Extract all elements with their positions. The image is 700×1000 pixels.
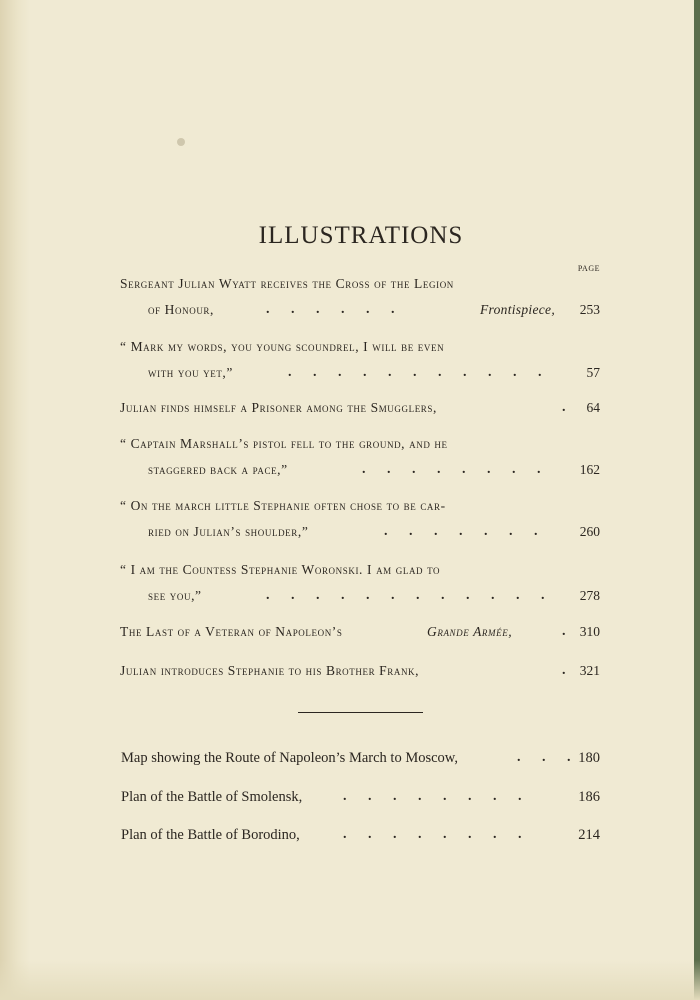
entry-7-line-1 <box>120 622 600 642</box>
dot-leader: . <box>562 624 575 639</box>
dot-leader: . . . . . . <box>266 302 404 317</box>
entry-2-line-1 <box>120 337 600 357</box>
map-entry-2 <box>121 787 600 807</box>
map-page-number: 186 <box>578 789 600 805</box>
entry-text: ried on Julian’s shoulder,” <box>148 524 309 539</box>
page-gutter-shadow <box>0 0 30 1000</box>
dot-leader: . . . . . . . . . . . <box>288 365 551 380</box>
entry-page-number: 253 <box>579 302 600 317</box>
page-title: ILLUSTRATIONS <box>258 222 464 249</box>
entry-page-number: 278 <box>579 588 600 603</box>
page-bottom-shadow <box>0 960 700 1000</box>
dot-leader: . . . <box>517 750 580 765</box>
entry-4-line-1 <box>120 434 600 454</box>
dot-leader: . . . . . . . <box>384 524 547 539</box>
entry-text: with you yet,” <box>148 365 233 380</box>
dot-leader: . . . . . . . . <box>343 827 531 842</box>
map-page-number: 214 <box>578 827 600 843</box>
entry-text: “ Captain Marshall’s pistol fell to the ground, and he <box>120 436 448 451</box>
entry-4-line-2 <box>148 460 600 480</box>
entry-5-line-1 <box>120 496 600 516</box>
entry-8-line-1 <box>120 661 600 681</box>
dot-leader: . <box>562 663 575 678</box>
entry-text: “ Mark my words, you young scoundrel, I will be even <box>120 339 445 354</box>
entry-text: staggered back a pace,” <box>148 462 288 477</box>
map-text: Plan of the Battle of Smolensk, <box>121 789 303 805</box>
dot-leader: . <box>562 400 575 415</box>
entry-text: see you,” <box>148 588 202 603</box>
entry-page-number: 321 <box>579 663 600 678</box>
dot-leader: . . . . . . . . <box>362 462 550 477</box>
section-divider <box>298 712 423 713</box>
entry-1-line-1 <box>120 274 600 294</box>
entry-page-number: 310 <box>579 624 600 639</box>
entry-5-line-2 <box>148 522 600 542</box>
entry-6-line-2 <box>148 586 600 606</box>
map-entry-3 <box>121 825 600 845</box>
entry-text: “ On the march little Stephanie often chose to be car- <box>120 498 446 513</box>
entry-text: Sergeant Julian Wyatt receives the Cross of the Legion <box>120 276 454 291</box>
entry-page-number: 64 <box>586 400 600 415</box>
entry-text: Julian introduces Stephanie to his Brother Frank, <box>120 663 420 678</box>
map-text: Plan of the Battle of Borodino, <box>121 827 300 843</box>
entry-text: Julian finds himself a Prisoner among the Smugglers, <box>120 400 437 415</box>
entry-3-line-1 <box>120 398 600 418</box>
map-entry-1 <box>121 748 600 768</box>
entry-2-line-2 <box>148 363 600 383</box>
page-column-label: PAGE <box>577 264 600 273</box>
entry-6-line-1 <box>120 560 600 580</box>
entry-text: of Honour, <box>148 302 215 317</box>
entry-text: “ I am the Countess Stephanie Woronski. I am glad to <box>120 562 441 577</box>
map-page-number: 180 <box>578 750 600 766</box>
entry-1-line-2 <box>148 300 600 320</box>
entry-page-number: 162 <box>579 462 600 477</box>
entry-text: The Last of a Veteran of Napoleon’s <box>120 624 343 639</box>
entry-page-number: 260 <box>579 524 600 539</box>
map-text: Map showing the Route of Napoleon’s March to Moscow, <box>121 750 458 766</box>
dot-leader: . . . . . . . . <box>343 789 531 804</box>
dot-leader: . . . . . . . . . . . . <box>266 588 554 603</box>
entry-page-number: 57 <box>586 365 600 380</box>
entry-italic-text: Frontispiece, <box>480 302 556 317</box>
paper-speck <box>177 138 185 146</box>
book-cover-edge <box>694 0 700 1000</box>
entry-italic-text: Grande Armée, <box>427 624 513 639</box>
